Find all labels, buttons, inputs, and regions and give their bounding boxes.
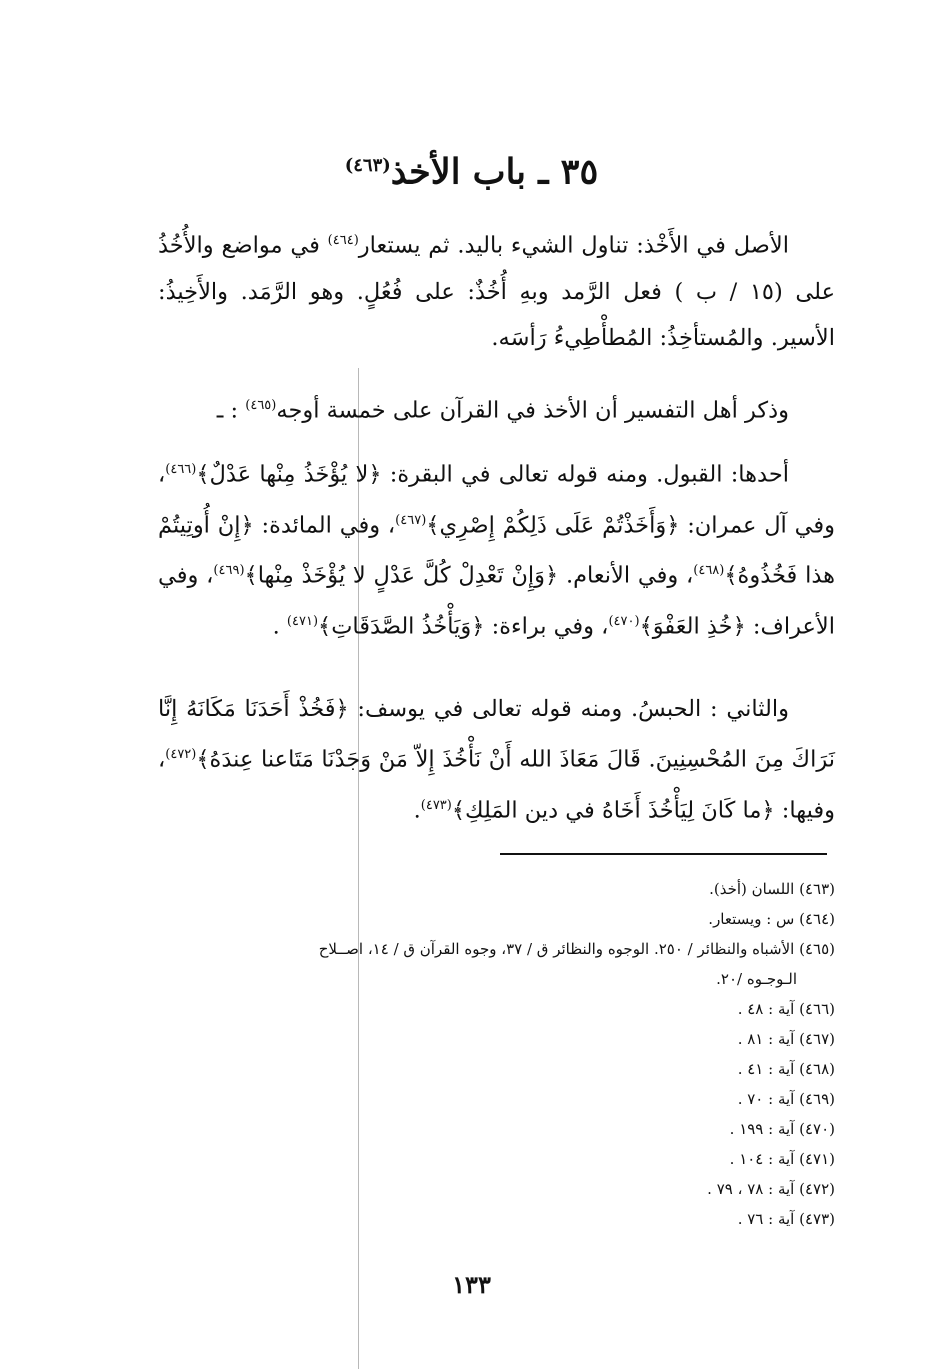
footnote: (٤٦٤) س : ويستعار.	[708, 910, 835, 928]
body-text: ، وفيها: ﴿ما كَانَ لِيَأْخُذَ أَخَاهُ في دين المَلِكِ﴾	[158, 746, 835, 823]
footnote: (٤٧٣) آية : ٧٦ .	[737, 1210, 835, 1228]
paragraph-first-meaning	[158, 447, 835, 649]
paragraph-intro	[158, 383, 835, 434]
body-text: .	[413, 797, 421, 823]
footnote-ref: (٤٦٥)	[245, 398, 277, 413]
footnote-ref: (٤٦٨)	[693, 563, 725, 578]
footnote: (٤٦٧) آية : ٨١ .	[737, 1030, 835, 1048]
footnote-ref: (٤٦٧)	[395, 512, 427, 528]
footnote: (٤٦٨) آية : ٤١ .	[737, 1060, 835, 1078]
footnote-continuation: الـوجـوه /٢٠.	[716, 970, 797, 988]
footnote: (٤٦٥) الأشباه والنظائر / ٢٥٠. الوجوه والنظائر ق / ٣٧، وجوه القرآن ق / ١٤، اصــلاح	[318, 940, 835, 958]
footnote-ref: (٤٦٦)	[165, 462, 197, 477]
body-text: ، وفي المائدة: ﴿إِنْ أُوتِيتُمْ هذا فَخُذُوهُ﴾	[158, 512, 835, 589]
page-number: ١٣٣	[452, 1270, 491, 1299]
footnote: (٤٦٣) اللسان (أخذ).	[709, 880, 835, 898]
footnote: (٤٧٠) آية : ١٩٩ .	[729, 1120, 835, 1138]
body-text: الأصل في الأَخْذ: تناول الشيء باليد. ثم يستعار	[358, 232, 789, 259]
chapter-title	[160, 138, 783, 201]
footnote-ref: (٤٧١)	[286, 613, 319, 629]
footnote: (٤٧٢) آية : ٧٨ ، ٧٩ .	[707, 1180, 835, 1198]
body-text: أحدها: القبول. ومنه قوله تعالى في البقرة: ﴿لا يُؤْخَذُ مِنْها عَدْلٌ﴾	[196, 461, 789, 488]
body-text: وذكر أهل التفسير أن الأخذ في القرآن على خمسة أوجه	[276, 397, 789, 424]
footnote-separator	[500, 853, 827, 855]
footnote-ref: (٤٦٩)	[213, 563, 245, 578]
footnote-ref: (٤٧٣)	[420, 797, 452, 813]
body-text: : ـ	[216, 397, 246, 424]
body-text: ، وفي الأنعام. ﴿وَإِنْ تَعْدِلْ كُلَّ عَدْلٍ لا يُؤْخَذْ مِنْها﴾	[244, 562, 694, 589]
chapter-title-text: ٣٥ ـ باب الأخذ	[390, 151, 599, 193]
footnote-ref: (٤٧٠)	[608, 613, 640, 629]
body-text: والثاني : الحبسُ. ومنه قوله تعالى في يوسف: ﴿فَخُذْ أَحَدَنَا مَكَانَهُ إِنَّا نَرَاكَ مِنَ المُحْسِنِينَ. قَالَ مَعَاذَ الله أَنْ نَأْخُذَ إِلاّ مَنْ وَجَدْنَا مَتَاعنا عِندَهُ﴾	[158, 696, 835, 773]
chapter-title-footnote-ref: (٤٦٣)	[344, 155, 391, 176]
body-text: ، وفي آل عمران: ﴿وَأَخَذْتُمْ عَلَى ذَلِكُمْ إِصْرِي﴾	[158, 461, 835, 538]
body-text: ، وفي الأعراف: ﴿خُذِ العَفْوَ﴾	[158, 562, 835, 639]
footnote-ref: (٤٧٢)	[165, 747, 197, 762]
paragraph-second-meaning	[158, 686, 835, 833]
footnote: (٤٧١) آية : ١٠٤ .	[729, 1150, 835, 1168]
paragraph-definition	[158, 218, 835, 361]
footnote: (٤٦٩) آية : ٧٠ .	[737, 1090, 835, 1108]
body-text: ، وفي براءة: ﴿وَيَأْخُذُ الصَّدَقَاتِ﴾	[318, 613, 609, 639]
footnote-ref: (٤٦٤)	[327, 233, 359, 248]
body-text: .	[272, 613, 287, 639]
footnote: (٤٦٦) آية : ٤٨ .	[737, 1000, 835, 1018]
footnotes	[158, 874, 835, 1234]
body-text: في مواضع والأُخُذُ على (١٥ / ب ) فعل الرَّمد وبهِ أُخُذٌ: على فُعُلٍ. وهو الرَّمَد. والأَخِيذُ: الأسير. والمُستأخِذُ: المُطأْطِيءُ رَأسَه.	[158, 232, 836, 351]
